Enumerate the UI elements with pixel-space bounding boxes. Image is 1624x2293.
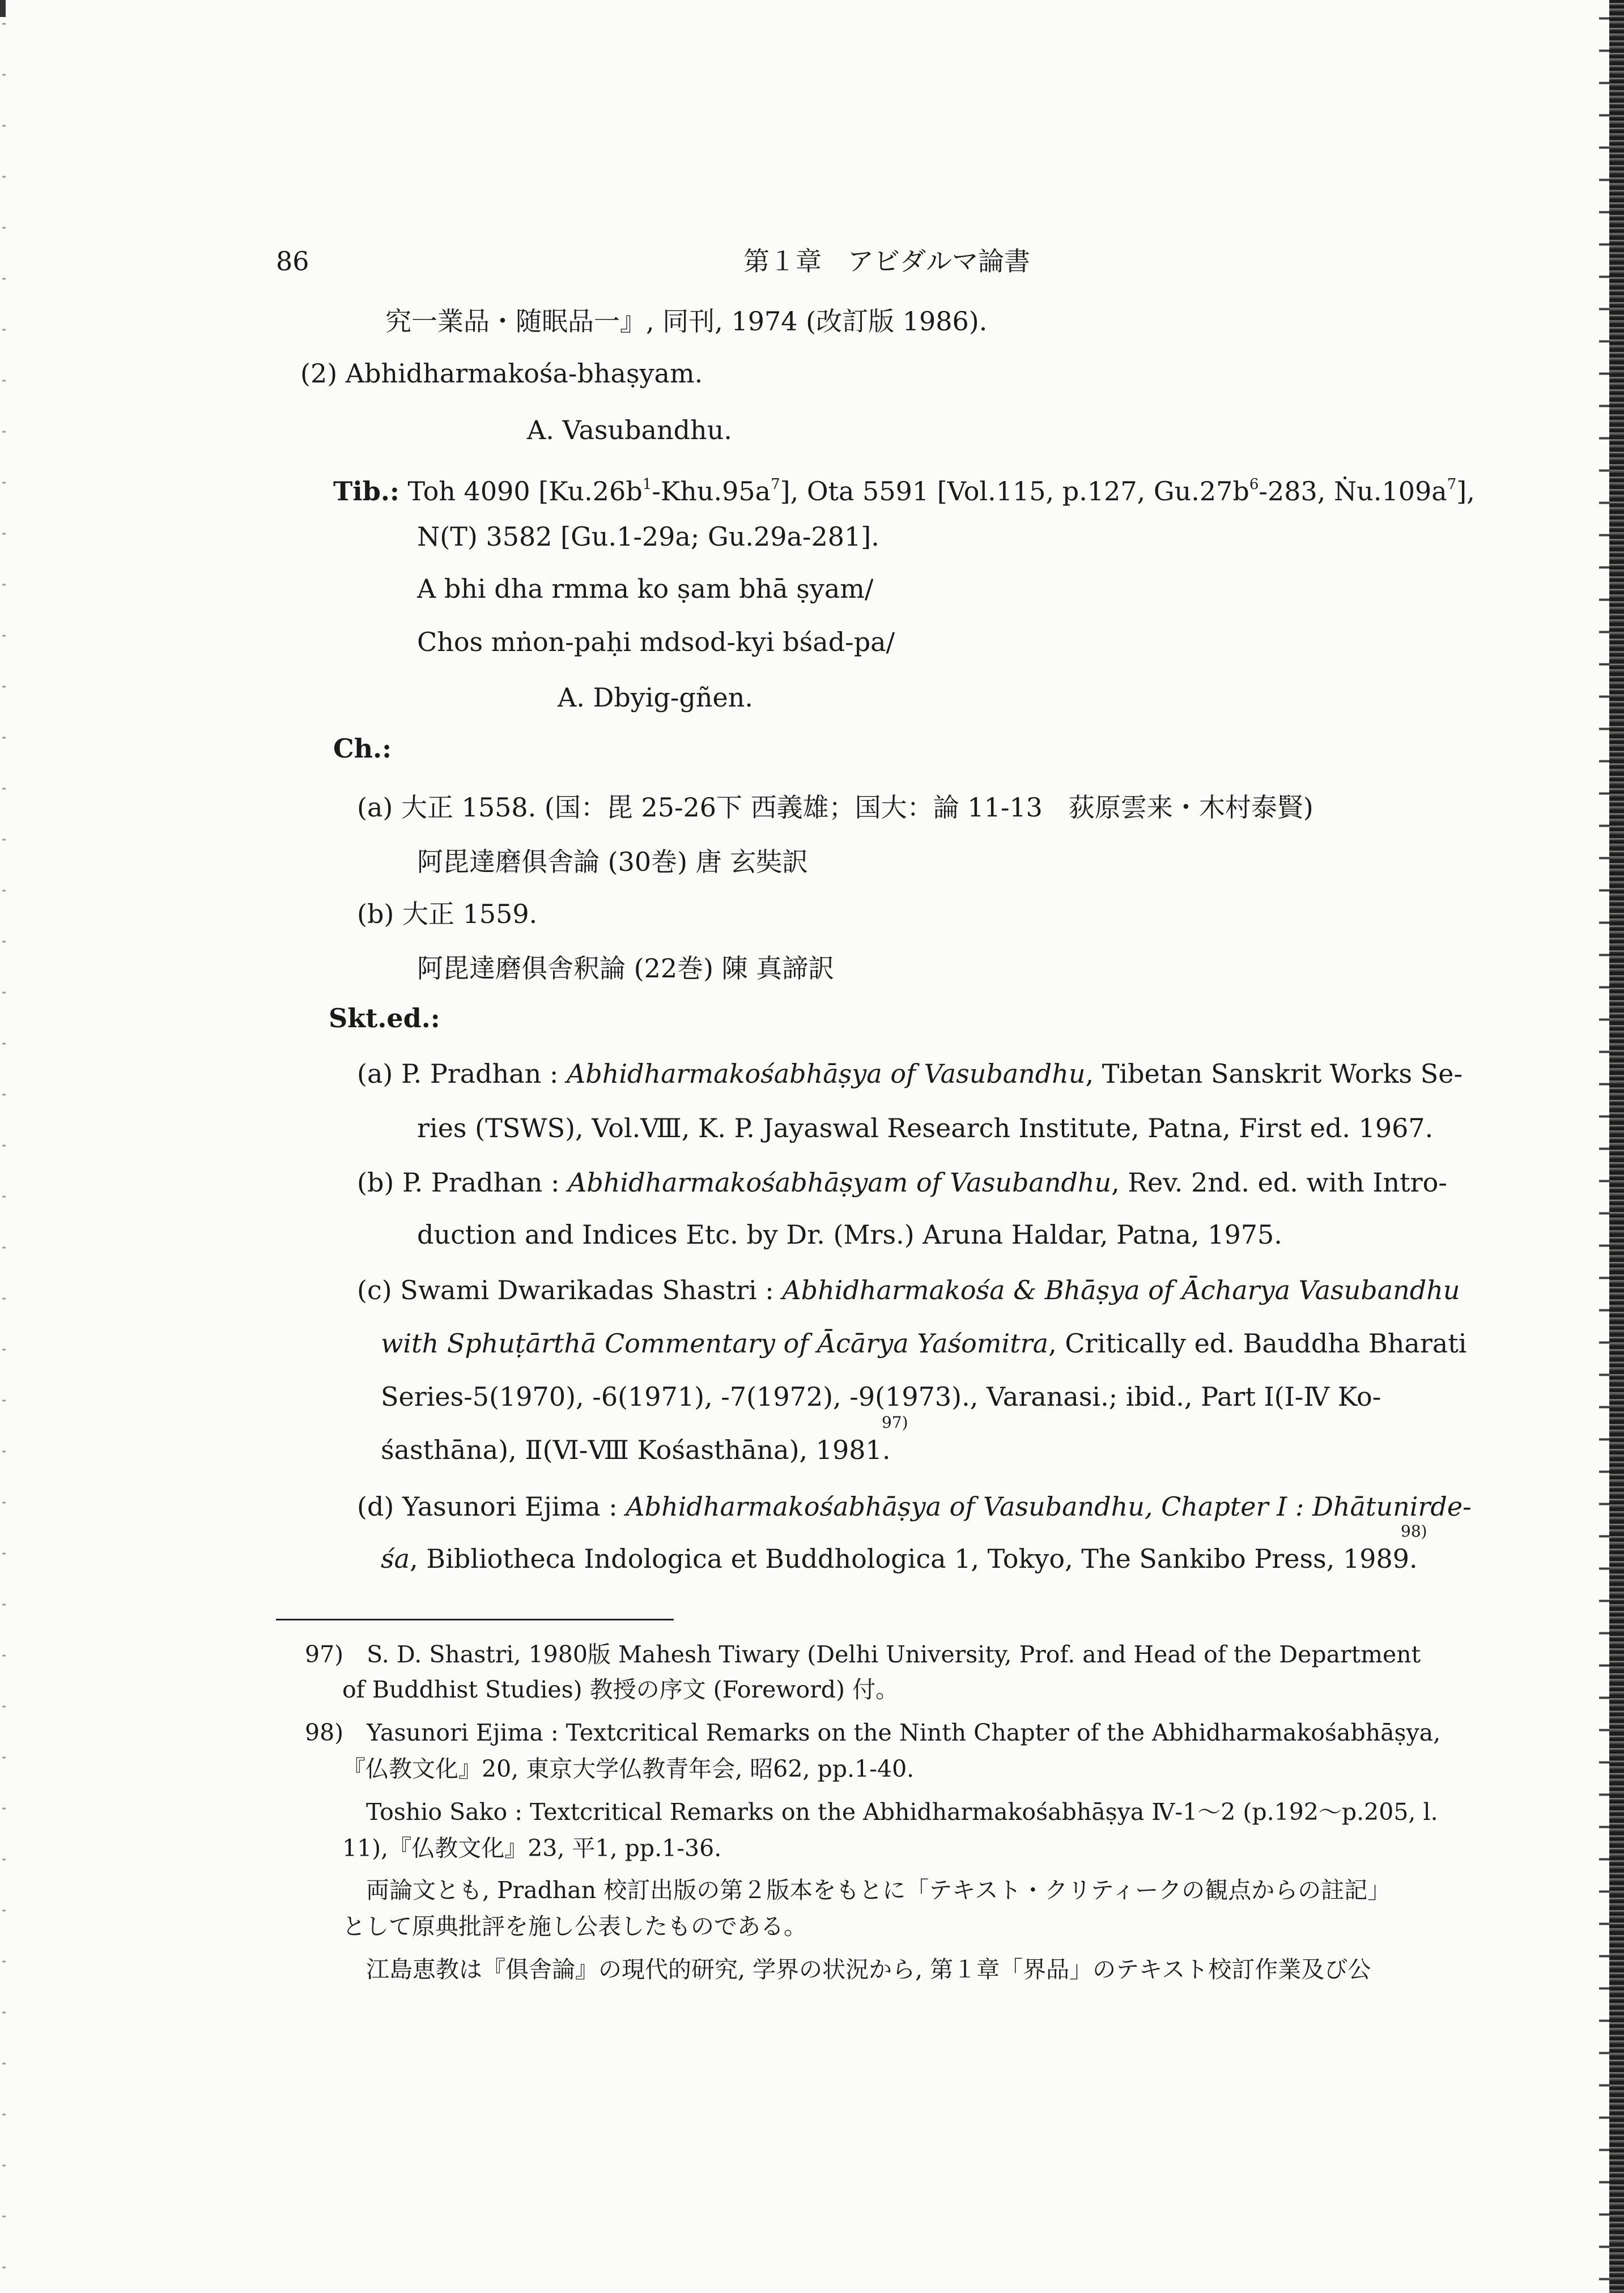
skt-b-author: (b) P. Pradhan : <box>357 1167 568 1198</box>
skt-a-line-2: ries (TSWS), Vol.Ⅷ, K. P. Jayaswal Research Institute, Patna, First ed. 1967. <box>417 1113 1434 1143</box>
skt-d-author: (d) Yasunori Ejima : <box>357 1491 626 1522</box>
scan-left-edge <box>2 0 6 2293</box>
entry-author: A. Vasubandhu. <box>527 415 732 445</box>
skt-b-line-1 <box>357 1166 1447 1199</box>
skt-b-line-2: duction and Indices Etc. by Dr. (Mrs.) Aruna Haldar, Patna, 1975. <box>417 1219 1282 1250</box>
ch-b-line-2: 阿毘達磨俱舎釈論 (22巻) 陳 真諦訳 <box>417 953 835 984</box>
footnote-98-line-6: として原典批評を施し公表したものである。 <box>342 1913 807 1940</box>
ch-label: Ch.: <box>333 733 392 764</box>
footnote-97-line-1: 97) S. D. Shastri, 1980版 Mahesh Tiwary (Delhi University, Prof. and Head of the Department <box>305 1641 1421 1668</box>
skt-c-line-3: Series-5(1970), -6(1971), -7(1972), -9(1973)., Varanasi.; ibid., Part Ⅰ(Ⅰ-Ⅳ Ko- <box>381 1381 1381 1412</box>
body-line-1: 究一業品・随眠品一』, 同刊, 1974 (改訂版 1986). <box>385 306 988 337</box>
footnote-ref-98: 98) <box>1401 1522 1427 1541</box>
footnote-98-line-1: 98) Yasunori Ejima : Textcritical Remarks on the Ninth Chapter of the Abhidharmakośabhāṣya, <box>305 1719 1441 1746</box>
skt-label: Skt.ed.: <box>329 1003 440 1033</box>
footnote-98-line-2: 『仏教文化』20, 東京大学仏教青年会, 昭62, pp.1-40. <box>342 1755 915 1783</box>
entry-title: (2) Abhidharmakośa-bhaṣyam. <box>300 358 703 389</box>
skt-a-author: (a) P. Pradhan : <box>357 1058 567 1089</box>
ch-a-line-2: 阿毘達磨俱舎論 (30巻) 唐 玄奘訳 <box>417 846 809 877</box>
footnote-98-line-7: 江島恵教は『俱舎論』の現代的研究, 学界の状況から, 第１章「界品」のテキスト校訂作業及び公 <box>366 1956 1371 1983</box>
tib-text-e: ], <box>1456 476 1475 507</box>
tib-sup-d: 7 <box>1447 476 1457 493</box>
tib-line-4: Chos mṅon-paḥi mdsod-kyi bśad-pa/ <box>417 627 895 657</box>
tib-sup-a: 1 <box>642 476 652 493</box>
ch-a-line-1: (a) 大正 1558. (国：毘 25-26下 西義雄；国大：論 11-13 荻原雲来・木村泰賢) <box>357 792 1313 823</box>
footnote-97-line-2: of Buddhist Studies) 教授の序文 (Foreword) 付。 <box>342 1676 899 1703</box>
skt-c-line-1 <box>357 1274 1460 1307</box>
skt-a-title: Abhidharmakośabhāṣya of Vasubandhu <box>567 1058 1086 1089</box>
tib-text-a: Toh 4090 [Ku.26b <box>399 476 643 507</box>
tib-sup-c: 6 <box>1249 476 1259 493</box>
skt-c-line-2 <box>381 1327 1466 1360</box>
skt-a-rest: , Tibetan Sanskrit Works Se- <box>1085 1058 1463 1089</box>
tib-line-3: A bhi dha rmma ko ṣam bhā ṣyam/ <box>417 573 874 604</box>
footnote-98-line-5: 両論文とも, Pradhan 校訂出版の第２版本をもとに「テキスト・クリティークの観点からの註記」 <box>366 1877 1391 1904</box>
footnote-98-line-4: 11),『仏教文化』23, 平1, pp.1-36. <box>342 1835 722 1862</box>
skt-c-title-2: with Sphuṭārthā Commentary of Ācārya Yaśomitra <box>381 1328 1049 1359</box>
scan-right-shadow <box>1599 0 1609 2293</box>
tib-sup-b: 7 <box>771 476 780 493</box>
tib-text-b: -Khu.95a <box>652 476 771 507</box>
running-title: 第１章 アビダルマ論書 <box>743 246 1030 276</box>
skt-c-rest: , Critically ed. Bauddha Bharati <box>1048 1328 1467 1359</box>
tib-line-2: N(T) 3582 [Gu.1-29a; Gu.29a-281]. <box>417 521 879 552</box>
tib-line-1 <box>333 468 1475 508</box>
skt-c-author: (c) Swami Dwarikadas Shastri : <box>357 1275 783 1305</box>
ch-b-line-1: (b) 大正 1559. <box>357 899 538 929</box>
skt-b-rest: , Rev. 2nd. ed. with Intro- <box>1111 1167 1447 1198</box>
tib-label: Tib.: <box>333 476 399 507</box>
tib-line-5: A. Dbyig-gñen. <box>558 682 754 713</box>
footnote-ref-97: 97) <box>882 1413 908 1432</box>
footnote-98-line-3: Toshio Sako : Textcritical Remarks on the Abhidharmakośabhāṣya Ⅳ-1〜2 (p.192〜p.205, l. <box>366 1798 1438 1826</box>
skt-d-rest: , Bibliotheca Indologica et Buddhologica 1, Tokyo, The Sankibo Press, 1989. <box>410 1543 1418 1574</box>
skt-c-line-4: śasthāna), Ⅱ(Ⅵ-Ⅷ Kośasthāna), 1981. <box>381 1435 891 1465</box>
skt-d-line-1 <box>357 1490 1472 1523</box>
skt-d-title: Abhidharmakośabhāṣya of Vasubandhu, Chapter I : Dhātunirde- <box>626 1491 1472 1522</box>
tib-text-c: ], Ota 5591 [Vol.115, p.127, Gu.27b <box>780 476 1249 507</box>
tib-text-d: -283, Ṅu.109a <box>1259 476 1447 507</box>
page-number: 86 <box>276 246 309 276</box>
skt-c-title: Abhidharmakośa & Bhāṣya of Ācharya Vasubandhu <box>782 1275 1460 1305</box>
skt-d-line-2 <box>381 1542 1418 1575</box>
scan-right-edge <box>1609 0 1624 2293</box>
skt-b-title: Abhidharmakośabhāṣyam of Vasubandhu <box>568 1167 1112 1198</box>
skt-d-title-2: śa <box>381 1543 410 1574</box>
skt-a-line-1 <box>357 1057 1463 1090</box>
footnote-rule <box>276 1619 674 1620</box>
